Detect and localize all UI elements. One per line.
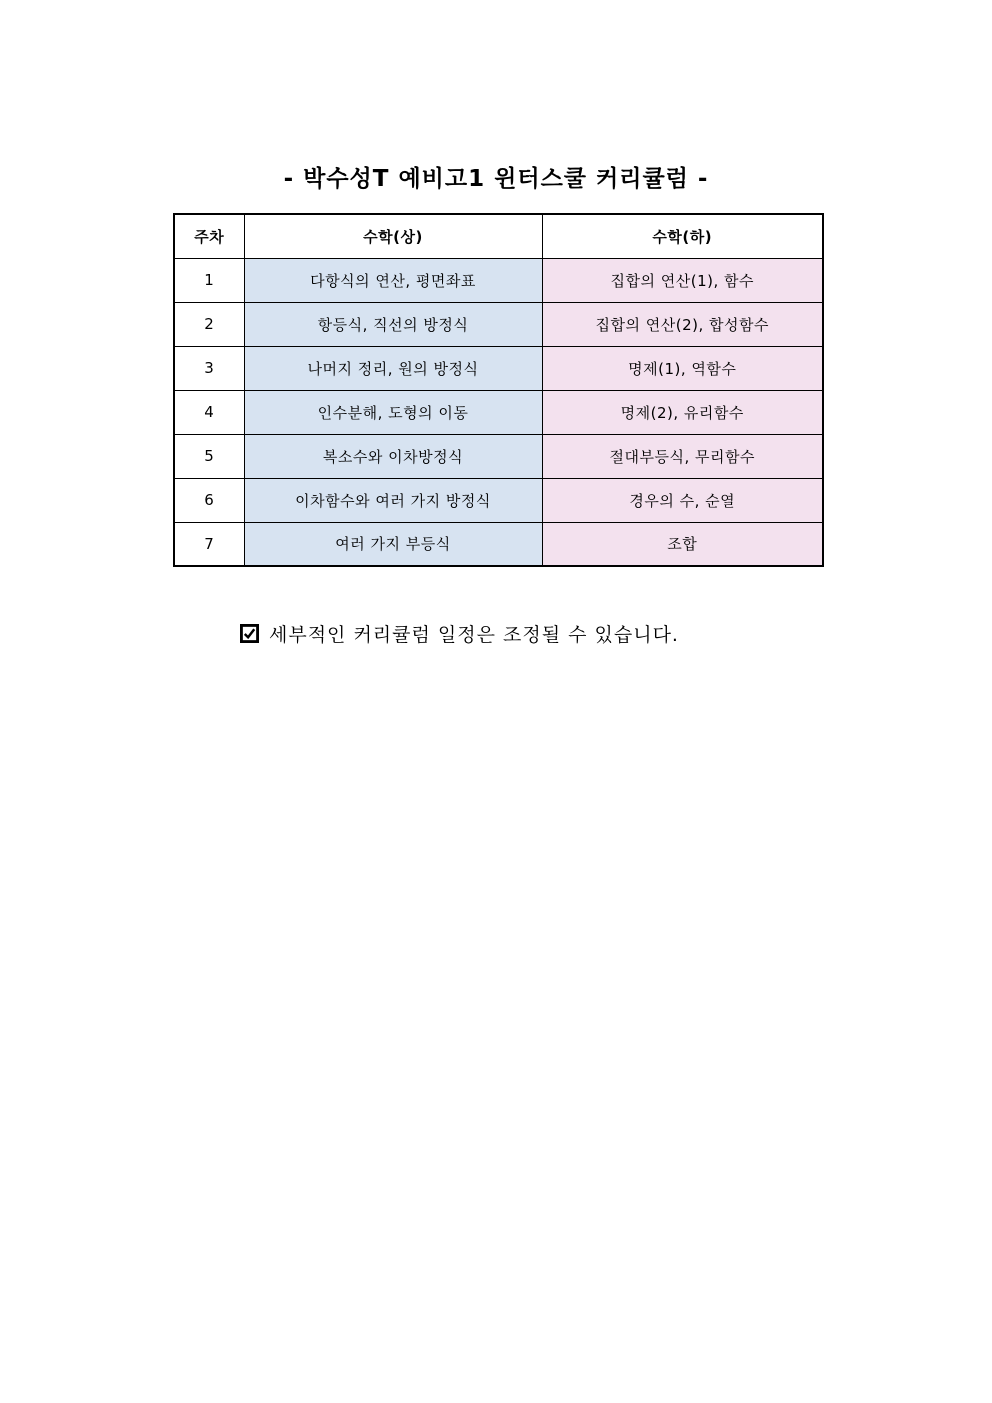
week-number: 1 — [174, 258, 244, 302]
week-number: 7 — [174, 522, 244, 566]
page-title: - 박수성T 예비고1 윈터스쿨 커리큘럼 - — [283, 166, 709, 192]
header-math-sang: 수학(상) — [244, 214, 542, 258]
math-sang-topic: 나머지 정리, 원의 방정식 — [244, 346, 542, 390]
week-number: 5 — [174, 434, 244, 478]
math-sang-topic: 복소수와 이차방정식 — [244, 434, 542, 478]
math-ha-topic: 경우의 수, 순열 — [542, 478, 823, 522]
curriculum-table — [173, 213, 824, 567]
footnote — [240, 620, 679, 647]
math-ha-topic: 집합의 연산(1), 함수 — [542, 258, 823, 302]
math-sang-topic: 이차함수와 여러 가지 방정식 — [244, 478, 542, 522]
footnote-text: 세부적인 커리큘럼 일정은 조정될 수 있습니다. — [269, 624, 679, 646]
table-row — [174, 390, 823, 434]
math-sang-topic: 항등식, 직선의 방정식 — [244, 302, 542, 346]
table-row — [174, 434, 823, 478]
math-ha-topic: 조합 — [542, 522, 823, 566]
checked-checkbox-icon — [240, 624, 259, 643]
math-sang-topic: 인수분해, 도형의 이동 — [244, 390, 542, 434]
math-ha-topic: 명제(1), 역함수 — [542, 346, 823, 390]
table-row — [174, 258, 823, 302]
math-ha-topic: 명제(2), 유리함수 — [542, 390, 823, 434]
math-sang-topic: 여러 가지 부등식 — [244, 522, 542, 566]
table-header-row — [174, 214, 823, 258]
table-row — [174, 302, 823, 346]
header-week: 주차 — [174, 214, 244, 258]
week-number: 6 — [174, 478, 244, 522]
math-ha-topic: 집합의 연산(2), 합성함수 — [542, 302, 823, 346]
table-row — [174, 478, 823, 522]
header-math-ha: 수학(하) — [542, 214, 823, 258]
table-row — [174, 522, 823, 566]
week-number: 4 — [174, 390, 244, 434]
math-sang-topic: 다항식의 연산, 평면좌표 — [244, 258, 542, 302]
week-number: 2 — [174, 302, 244, 346]
math-ha-topic: 절대부등식, 무리함수 — [542, 434, 823, 478]
table-row — [174, 346, 823, 390]
week-number: 3 — [174, 346, 244, 390]
